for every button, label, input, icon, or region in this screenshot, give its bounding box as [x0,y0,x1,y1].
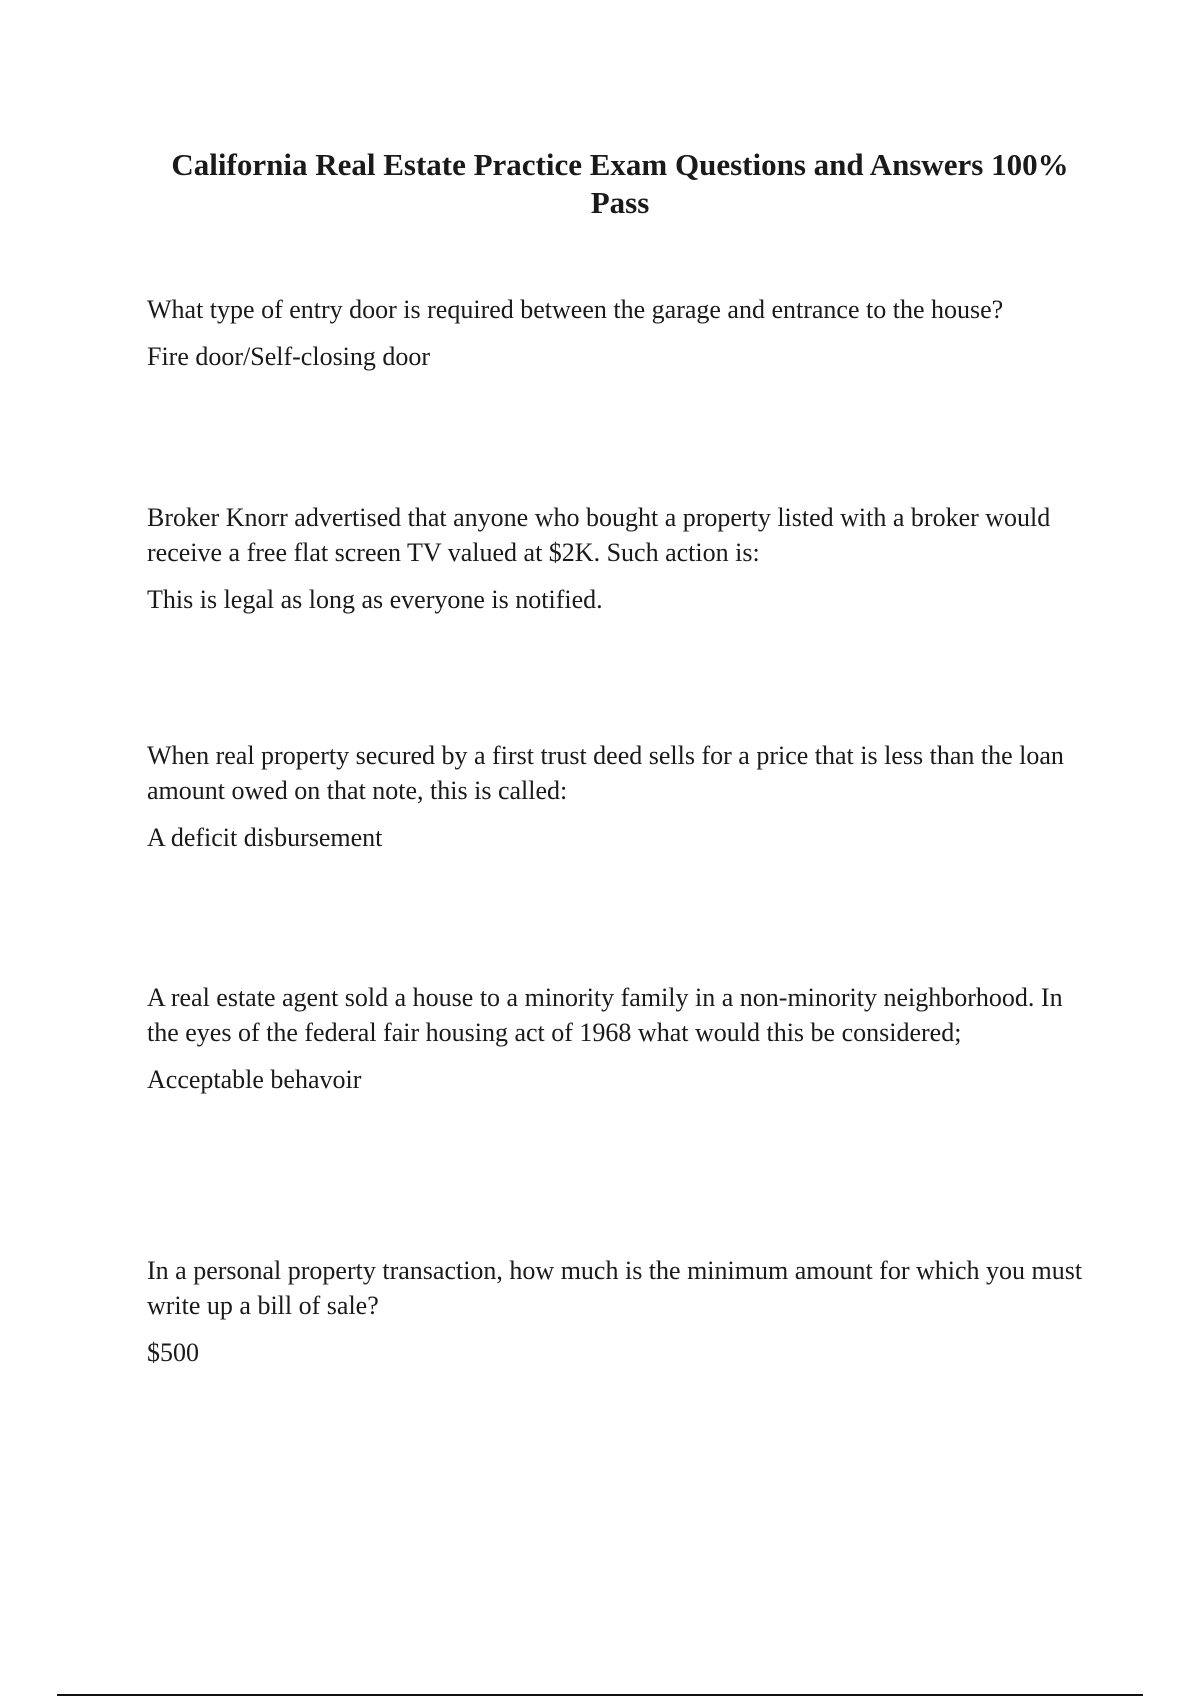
question-text: Broker Knorr advertised that anyone who bought a property listed with a broker would receive a free flat screen TV valued at $2K. Such action is: [147,503,1051,567]
question-text: What type of entry door is required between the garage and entrance to the house? [147,295,1004,324]
page-title: California Real Estate Practice Exam Questions and Answers 100% Pass [171,147,1069,220]
qa-item [147,980,1087,1097]
answer-text: This is legal as long as everyone is notified. [147,585,603,614]
answer-text: A deficit disbursement [147,823,383,852]
qa-item [147,738,1087,855]
footer-divider [57,1694,1143,1696]
qa-item [147,1253,1087,1370]
answer-text: Fire door/Self-closing door [147,342,431,371]
answer-text: Acceptable behavoir [147,1065,362,1094]
question-text: A real estate agent sold a house to a minority family in a non-minority neighborhood. In the eyes of the federal fair housing act of 1968 what would this be considered; [147,983,1063,1047]
qa-item [147,292,1087,374]
question-text: When real property secured by a first trust deed sells for a price that is less than the loan amount owed on that note, this is called: [147,741,1064,805]
qa-item [147,500,1087,617]
question-text: In a personal property transaction, how much is the minimum amount for which you must write up a bill of sale? [147,1256,1083,1320]
answer-text: $500 [147,1338,199,1367]
